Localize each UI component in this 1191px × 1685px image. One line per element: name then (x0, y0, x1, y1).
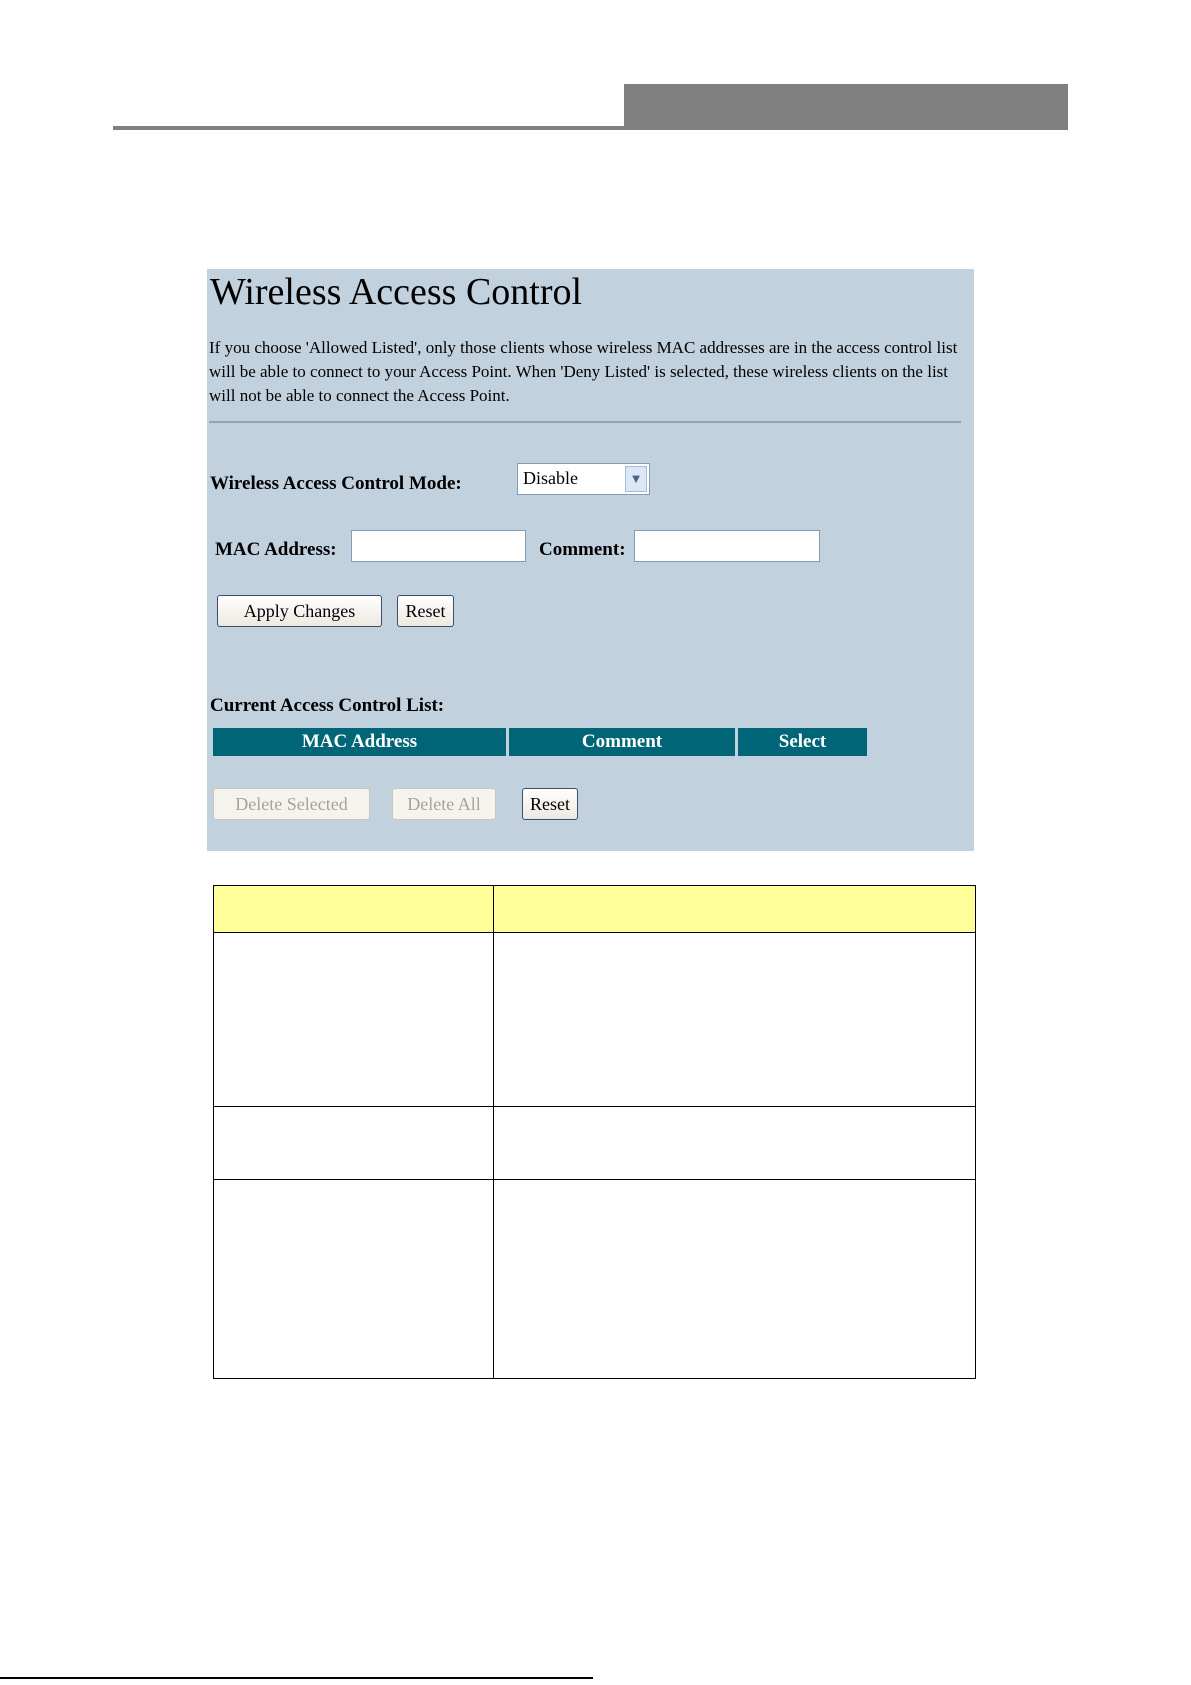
table-row (214, 1180, 976, 1379)
delete-all-button[interactable]: Delete All (392, 788, 496, 820)
description-text: If you choose 'Allowed Listed', only those clients whose wireless MAC addresses are in the access control list will be able to connect to your Access Point. When 'Deny Listed' is selected, these wireless clients on the list will not be able to connect the Access Point. (209, 338, 958, 405)
mac-address-input[interactable] (351, 530, 526, 562)
apply-changes-button[interactable]: Apply Changes (217, 595, 382, 627)
list-reset-button[interactable]: Reset (522, 788, 578, 820)
parameter-table (213, 885, 976, 1379)
delete-selected-button[interactable]: Delete Selected (213, 788, 370, 820)
mac-address-label: MAC Address: (215, 539, 337, 560)
divider (209, 421, 961, 423)
comment-label: Comment: (539, 539, 626, 560)
table-cell (214, 886, 494, 933)
wireless-access-control-panel (207, 269, 974, 851)
footer-rule (0, 1677, 593, 1679)
table-cell (494, 933, 976, 1107)
mode-select[interactable] (517, 463, 650, 495)
table-row (214, 1107, 976, 1180)
table-cell (494, 886, 976, 933)
table-cell (214, 1180, 494, 1379)
table-cell (214, 933, 494, 1107)
table-row (214, 886, 976, 933)
comment-input[interactable] (634, 530, 820, 562)
page-title: Wireless Access Control (210, 271, 583, 313)
table-cell (214, 1107, 494, 1180)
header-bar (624, 84, 1068, 130)
mode-label: Wireless Access Control Mode: (210, 473, 462, 494)
header-rule (113, 126, 624, 130)
chevron-down-icon[interactable]: ▼ (625, 466, 647, 492)
table-cell (494, 1107, 976, 1180)
column-header-comment: Comment (509, 728, 735, 756)
access-control-list-label: Current Access Control List: (210, 695, 445, 716)
reset-button[interactable]: Reset (397, 595, 454, 627)
column-header-select: Select (738, 728, 867, 756)
table-row (214, 933, 976, 1107)
column-header-mac-address: MAC Address (213, 728, 506, 756)
table-cell (494, 1180, 976, 1379)
mode-select-value: Disable (523, 468, 578, 488)
